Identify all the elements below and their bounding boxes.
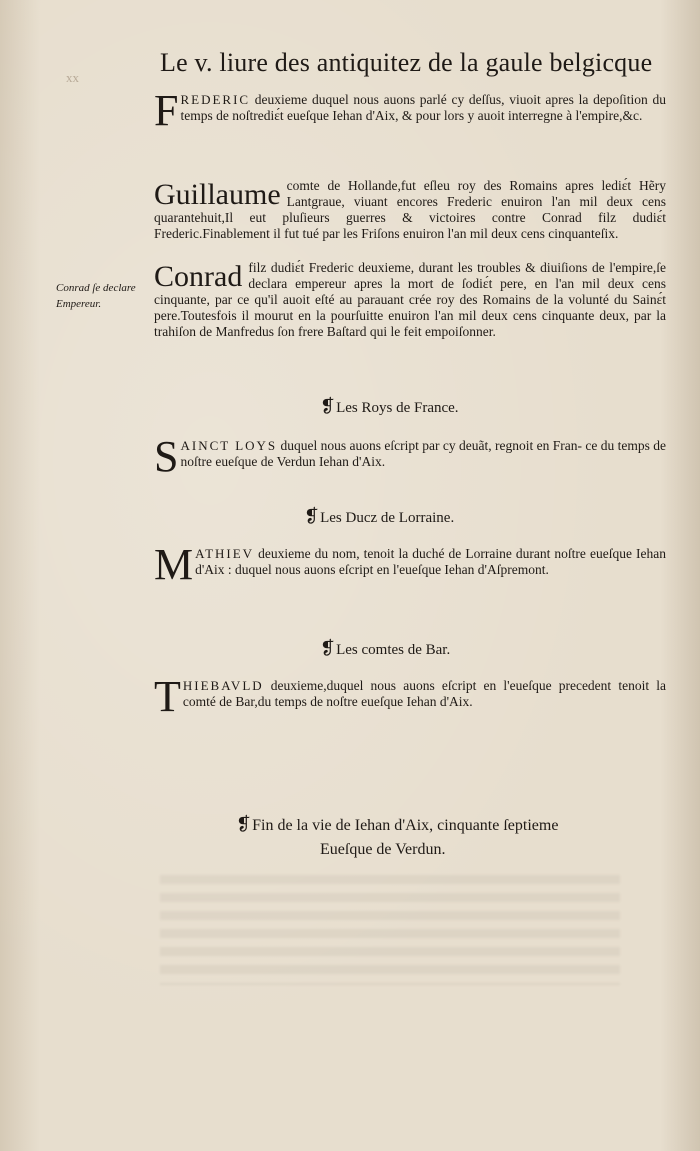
thiebauld-text: tenoit la comté de Bar,du temps de noſtre eueſque Iehan d'Aix. [182,678,666,709]
paragraph-thiebauld [154,672,666,721]
running-head: Le v. liure des antiquitez de la gaule belgicque [160,48,653,77]
mathieu-text: eueſque Iehan d'Aix : duquel nous auons eſcript en l'eueſque Iehan d'Aſpremont. [195,546,666,577]
name-conrad: Conrad [154,260,243,293]
pilcrow-icon: ❡ [320,396,336,416]
show-through-texture [160,875,620,985]
pilcrow-icon: ❡ [304,506,320,526]
heading-ducz-de-lorraine-text: Les Ducz de Lorraine. [320,510,455,526]
guillaume-text: comte de Hollande,fut eſleu roy des Romains apres lediɛ́t Hẽry Lantgraue, viuant encores Frederic enuiron l'an mil deux cens quarantehuit,Il eut pluſieurs guerres & victoires contre Conrad filz dudiɛ́t Frederic.Finablement il fut tué par les Friſons enuiron l'an mil deux cens cinquanteſix. [154,178,666,241]
name-frederic: REDERIC [180,92,251,107]
sainct-loys-text: ce du temps de noſtre eueſque de Verdun Iehan d'Aix. [180,438,666,469]
frederic-text: depoſition du temps de noſtrediɛ́t eueſque Iehan d'Aix, & pour lors y auoit interregne à l'empire,&c. [180,92,667,123]
frederic-line1: deuxieme duquel nous auons parlé cy deſſus, viuoit apres la [250,92,589,107]
dropcap-m: M [154,540,194,589]
mathieu-line1: deuxieme du nom, tenoit la duché de Lorraine durant noſtre [254,546,586,561]
paragraph-sainct-loys [154,432,666,481]
heading-comtes-de-bar-text: Les comtes de Bar. [336,642,451,658]
paragraph-conrad [154,260,666,340]
name-mathieu: ATHIEV [195,546,255,561]
dropcap-s: S [154,432,179,481]
heading-roys-de-france-text: Les Roys de France. [336,400,459,416]
paragraph-mathieu [154,540,666,589]
conrad-text: filz dudiɛ́t Frederic deuxieme, durant les troubles & diuiſions de l'empire,ſe declara empereur apres la mort de ſodiɛ́t pere, en l'an mil deux cens cinquante, par ce qu'il auoit eſté au parauant crée roy des Romains de la volunté du Sainɛ́t pere.Toutesfois il mourut en la pourſuitte enuiron l'an mil deux cens cinquante deux, par la trahiſon de Manfredus ſon frere Baſtard qui le feit empoiſonner. [154,260,666,339]
dropcap-t: T [154,672,181,721]
sainct-loys-line1: duquel nous auons eſcript par cy deuãt, regnoit en Fran- [277,438,582,453]
name-guillaume: Guillaume [154,178,281,211]
thiebauld-line1: deuxieme,duquel nous auons eſcript en l'eueſque precedent [263,678,612,693]
pilcrow-icon: ❡ [236,814,252,834]
paragraph-guillaume [154,178,666,242]
colophon-line1: Fin de la vie de Iehan d'Aix, cinquante ſeptieme [252,817,559,834]
folio-number: xx [66,70,79,85]
dropcap-f: F [154,86,179,135]
colophon [236,812,636,862]
heading-roys-de-france [320,396,459,417]
heading-ducz-de-lorraine [304,506,454,527]
heading-comtes-de-bar [320,638,450,659]
colophon-line2: Eueſque de Verdun. [320,841,446,858]
paragraph-frederic [154,86,667,135]
margin-note-conrad: Conrad ſe declare Empereur. [56,282,136,310]
name-thiebauld: HIEBAVLD [182,678,264,693]
name-sainct-loys: AINCT LOYS [180,438,278,453]
pilcrow-icon: ❡ [320,638,336,658]
